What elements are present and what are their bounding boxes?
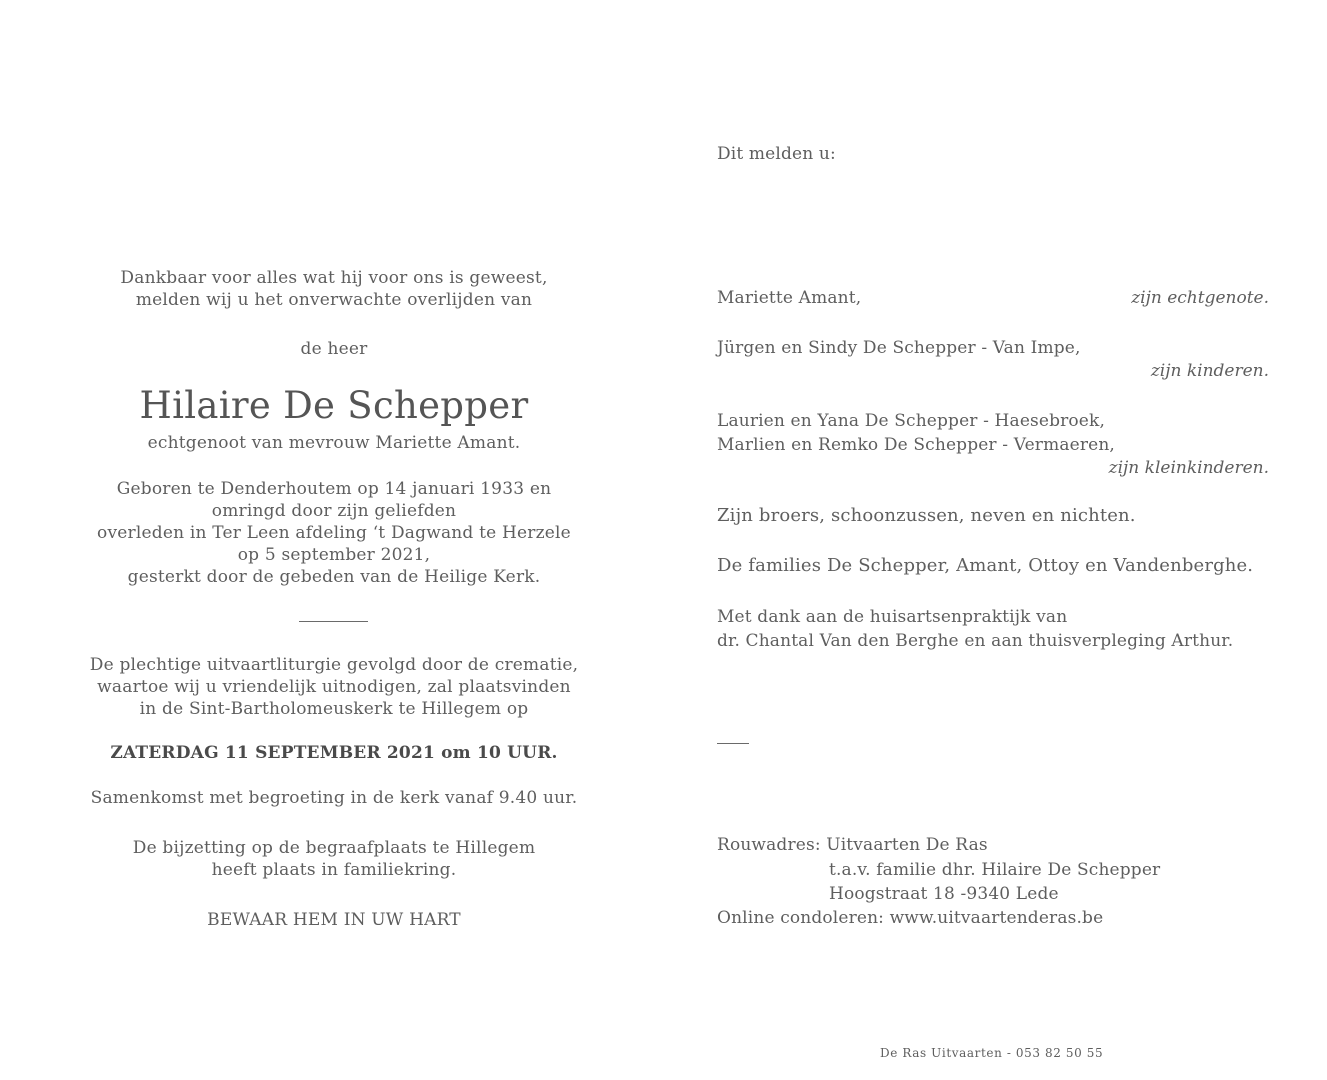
footer-credit: De Ras Uitvaarten - 053 82 50 55	[880, 1046, 1104, 1060]
birth-death-text	[60, 478, 608, 588]
deceased-name: Hilaire De Schepper	[139, 384, 529, 427]
birth-line: gesterkt door de gebeden van de Heilige Kerk.	[127, 567, 541, 587]
children-role: zijn kinderen.	[1150, 361, 1269, 381]
birth-line: op 5 september 2021,	[237, 545, 431, 565]
spouse-role: zijn echtgenote.	[1131, 288, 1269, 308]
gathering-text: Samenkomst met begroeting in de kerk vanaf 9.40 uur.	[90, 788, 578, 808]
birth-line: Geboren te Denderhoutem op 14 januari 1933 en	[116, 479, 552, 499]
burial-line: heeft plaats in familiekring.	[211, 860, 457, 880]
announcers-header: Dit melden u:	[717, 144, 836, 164]
thanks-line: dr. Chantal Van den Berghe en aan thuisverpleging Arthur.	[717, 631, 1234, 651]
grandchildren-line: Laurien en Yana De Schepper - Haesebroek,	[717, 411, 1106, 431]
liturgy-text	[60, 654, 608, 720]
address-label: Rouwadres: Uitvaarten De Ras	[717, 835, 988, 855]
burial-line: De bijzetting op de begraafplaats te Hillegem	[132, 838, 536, 858]
intro-text	[60, 267, 608, 311]
ceremony-date: ZATERDAG 11 SEPTEMBER 2021 om 10 UUR.	[110, 743, 558, 763]
address-line: Hoogstraat 18 -9340 Lede	[829, 884, 1059, 904]
liturgy-line: in de Sint-Bartholomeuskerk te Hillegem op	[139, 699, 529, 719]
liturgy-line: De plechtige uitvaartliturgie gevolgd door de crematie,	[89, 655, 579, 675]
divider	[299, 621, 368, 622]
salutation: de heer	[300, 339, 368, 359]
intro-line: melden wij u het onverwachte overlijden van	[135, 290, 533, 310]
grandchildren-line: Marlien en Remko De Schepper - Vermaeren,	[717, 435, 1115, 455]
birth-line: overleden in Ter Leen afdeling ‘t Dagwand te Herzele	[97, 523, 571, 543]
online-condolence: Online condoleren: www.uitvaartenderas.be	[717, 908, 1104, 928]
thanks-line: Met dank aan de huisartsenpraktijk van	[717, 607, 1068, 627]
burial-text	[60, 837, 608, 881]
children-names: Jürgen en Sindy De Schepper - Van Impe,	[717, 338, 1081, 358]
closing-text: BEWAAR HEM IN UW HART	[207, 910, 461, 930]
birth-line: omringd door zijn geliefden	[211, 501, 457, 521]
liturgy-line: waartoe wij u vriendelijk uitnodigen, zal plaatsvinden	[97, 677, 571, 697]
divider	[717, 743, 749, 744]
address-line: t.a.v. familie dhr. Hilaire De Schepper	[829, 860, 1161, 880]
intro-line: Dankbaar voor alles wat hij voor ons is geweest,	[120, 268, 548, 288]
grandchildren-role: zijn kleinkinderen.	[1108, 458, 1269, 478]
siblings-line: Zijn broers, schoonzussen, neven en nichten.	[717, 505, 1136, 526]
spouse-name: Mariette Amant,	[717, 288, 862, 308]
families-line: De families De Schepper, Amant, Ottoy en Vandenberghe.	[717, 555, 1254, 576]
spouse-line: echtgenoot van mevrouw Mariette Amant.	[147, 433, 521, 453]
